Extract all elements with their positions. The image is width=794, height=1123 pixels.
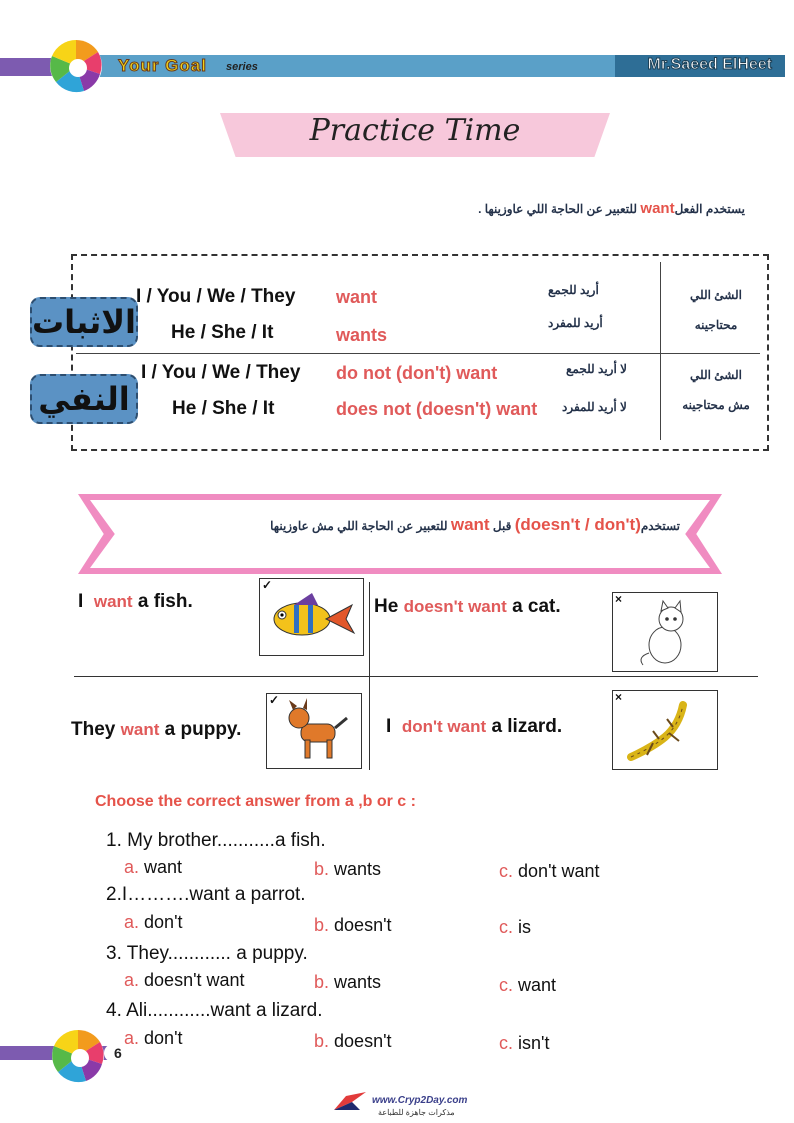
neg-side-note (664, 360, 768, 420)
example-4-object: a lizard. (491, 716, 563, 737)
q1-option-a[interactable] (124, 857, 182, 878)
pos-ar-plural: أريد للجمع (548, 283, 599, 297)
question-3: 3. They............ a puppy. (106, 943, 308, 964)
question-2: 2.I……….want a parrot. (106, 884, 306, 905)
petal-logo-icon (48, 38, 104, 94)
example-4-verb: don't want (401, 717, 487, 736)
q1-option-c[interactable] (499, 861, 600, 882)
example-1-subject: I (78, 591, 84, 612)
option-letter: b. (314, 915, 330, 935)
examples-horizontal-line (74, 676, 758, 677)
pos-side-line2: محتاجينه (694, 318, 738, 332)
lizard-picture (612, 690, 718, 770)
example-1 (78, 591, 193, 613)
rule-column-line (660, 262, 661, 440)
cross-icon: × (615, 690, 623, 704)
q3-option-b[interactable] (314, 972, 381, 993)
intro-before: يستخدم الفعل (674, 202, 745, 216)
option-letter: a. (124, 970, 140, 990)
intro-want: want (640, 200, 675, 217)
ribbon-highlight: (doesn't / don't) (514, 515, 641, 534)
option-text: isn't (518, 1033, 550, 1053)
site-logo-icon (330, 1090, 370, 1118)
option-text: doesn't (334, 915, 392, 935)
cat-picture (612, 592, 718, 672)
series-title: Your Goal (118, 56, 207, 75)
fish-icon (260, 579, 360, 653)
pos-verb-plural: want (336, 287, 378, 307)
puppy-icon (267, 694, 359, 766)
rule-divider (76, 353, 760, 354)
example-3-subject: They (71, 719, 116, 740)
option-letter: c. (499, 861, 514, 881)
lizard-icon (613, 691, 715, 767)
option-letter: c. (499, 975, 514, 995)
example-4 (386, 716, 562, 738)
example-1-object: a fish. (137, 591, 193, 612)
pos-side-note (670, 280, 762, 340)
q2-option-b[interactable] (314, 915, 392, 936)
neg-subject-singular: He / She / It (172, 398, 275, 419)
q4-option-b[interactable] (314, 1031, 392, 1052)
option-letter: a. (124, 857, 140, 877)
ribbon-mid: قبل (492, 519, 512, 533)
petal-logo-icon (50, 1028, 106, 1084)
option-text: wants (334, 972, 382, 992)
cat-icon (613, 593, 715, 669)
option-letter: c. (499, 1033, 514, 1053)
ribbon-after: للتعبير عن الحاجة اللي مش عاوزينها (270, 519, 448, 533)
negative-tag: النفي (30, 374, 138, 424)
option-text: want (518, 975, 557, 995)
pos-subject-plural: I / You / We / They (136, 286, 296, 307)
q3-option-a[interactable] (124, 970, 245, 991)
puppy-picture (266, 693, 362, 769)
option-text: wants (334, 859, 382, 879)
q4-option-c[interactable] (499, 1033, 549, 1054)
neg-verb-plural: do not (don't) want (336, 363, 498, 383)
example-3 (71, 719, 241, 741)
footer-url: www.Cryp2Day.com (372, 1095, 468, 1106)
option-text: doesn't want (144, 970, 245, 990)
pos-subject-singular: He / She / It (171, 322, 274, 343)
option-letter: a. (124, 912, 140, 932)
option-text: don't want (518, 861, 600, 881)
exercise-heading: Choose the correct answer from a ,b or c : (95, 793, 416, 810)
author-name: Mr.Saeed ElHeet (647, 56, 772, 73)
footer-subtitle: مذكرات جاهزة للطباعة (378, 1108, 455, 1117)
neg-side-line2: مش محتاجينه (682, 398, 750, 412)
neg-verb-singular: does not (doesn't) want (336, 399, 538, 419)
neg-ar-plural: لا أريد للجمع (566, 362, 627, 376)
example-1-verb: want (93, 592, 133, 611)
negative-rule (120, 515, 680, 535)
q1-option-b[interactable] (314, 859, 381, 880)
positive-tag: الاثبات (30, 297, 138, 347)
q2-option-c[interactable] (499, 917, 531, 938)
intro-after: للتعبير عن الحاجة اللي عاوزينها . (478, 202, 638, 216)
q2-option-a[interactable] (124, 912, 183, 933)
q4-option-a[interactable] (124, 1028, 183, 1049)
option-letter: c. (499, 917, 514, 937)
option-text: don't (144, 912, 183, 932)
pos-ar-singular: أريد للمفرد (548, 316, 603, 330)
series-subtitle: series (226, 61, 258, 73)
option-text: want (144, 857, 183, 877)
ribbon-before: تستخدم (640, 519, 680, 533)
intro-rule (230, 200, 745, 217)
check-icon: ✓ (262, 578, 273, 592)
example-4-subject: I (386, 716, 392, 737)
option-letter: b. (314, 972, 330, 992)
q3-option-c[interactable] (499, 975, 556, 996)
question-1: 1. My brother...........a fish. (106, 830, 326, 851)
option-letter: a. (124, 1028, 140, 1048)
option-text: doesn't (334, 1031, 392, 1051)
example-2-subject: He (374, 596, 399, 617)
neg-side-line1: الشئ اللي (690, 368, 742, 382)
example-2 (374, 596, 561, 618)
option-text: is (518, 917, 532, 937)
check-icon: ✓ (269, 693, 280, 707)
pos-side-line1: الشئ اللي (690, 288, 742, 302)
cross-icon: × (615, 592, 623, 606)
pos-verb-singular: wants (336, 325, 388, 345)
neg-subject-plural: I / You / We / They (141, 362, 301, 383)
example-3-object: a puppy. (164, 719, 242, 740)
example-2-object: a cat. (512, 596, 561, 617)
example-2-verb: doesn't want (403, 597, 507, 616)
fish-picture (259, 578, 364, 656)
option-letter: b. (314, 1031, 330, 1051)
example-3-verb: want (120, 720, 160, 739)
question-4: 4. Ali............want a lizard. (106, 1000, 323, 1021)
page-number: 6 (114, 1045, 122, 1061)
option-letter: b. (314, 859, 330, 879)
page-title: Practice Time (309, 113, 521, 148)
neg-ar-singular: لا أريد للمفرد (562, 400, 627, 414)
option-text: don't (144, 1028, 183, 1048)
ribbon-want: want (450, 515, 490, 534)
